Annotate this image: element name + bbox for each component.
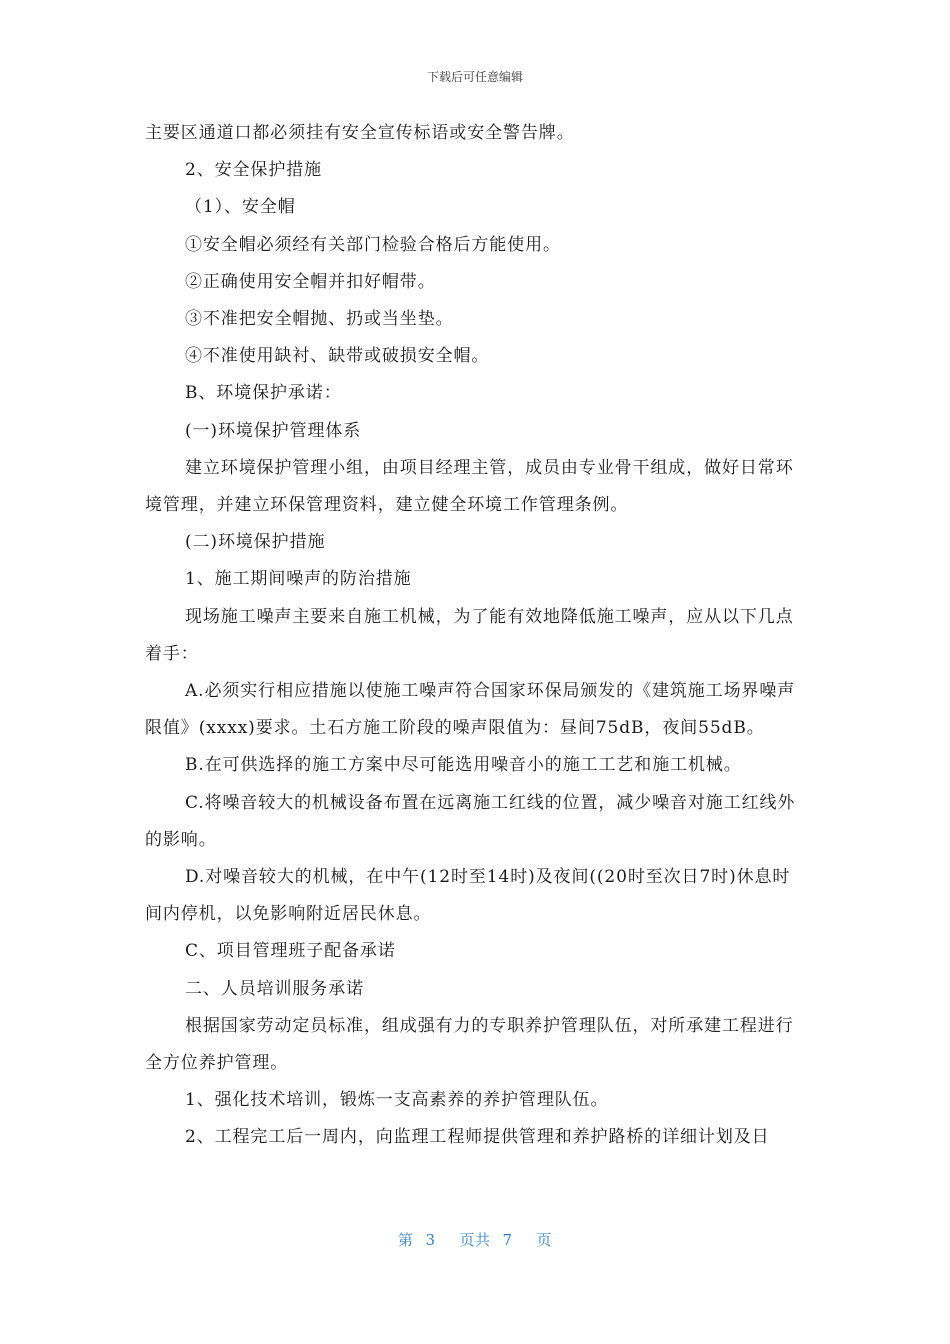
page-footer [0, 1229, 950, 1250]
paragraph: D.对噪音较大的机械，在中午(12时至14时)及夜间((20时至次日7时)休息时间内停机，以免影响附近居民休息。 [145, 867, 791, 925]
paragraph: （1）、安全帽 [185, 197, 296, 218]
footer-suffix: 页 [536, 1231, 553, 1249]
paragraph: 二、人员培训服务承诺 [185, 978, 364, 999]
total-page-count: 7 [502, 1231, 513, 1249]
paragraph: ③不准把安全帽抛、扔或当坐垫。 [185, 309, 454, 330]
paragraph: ④不准使用缺衬、缺带或破损安全帽。 [185, 346, 490, 367]
paragraph: A.必须实行相应措施以使施工噪声符合国家环保局颁发的《建筑施工场界噪声限值》(xxxx)要求。土石方施工阶段的噪声限值为：昼间75dB，夜间55dB。 [145, 681, 796, 739]
paragraph: 现场施工噪声主要来自施工机械，为了能有效地降低施工噪声，应从以下几点着手： [145, 606, 794, 664]
footer-middle: 页共 [459, 1231, 491, 1249]
document-body [145, 115, 805, 1157]
paragraph: C.将噪音较大的机械设备布置在远离施工红线的位置，减少噪音对施工红线外的影响。 [145, 792, 796, 850]
paragraph: 主要区通道口都必须挂有安全宣传标语或安全警告牌。 [145, 123, 575, 143]
paragraph: C、项目管理班子配备承诺 [185, 941, 396, 962]
page-header: 下载后可任意编辑 [426, 70, 523, 84]
paragraph: 1、施工期间噪声的防治措施 [185, 569, 412, 590]
paragraph: 2、工程完工后一周内，向监理工程师提供管理和养护路桥的详细计划及日 [185, 1127, 770, 1148]
paragraph: B、环境保护承诺： [185, 383, 342, 404]
paragraph: 1、强化技术培训，锻炼一支高素养的养护管理队伍。 [185, 1090, 609, 1111]
paragraph: 2、安全保护措施 [185, 160, 323, 181]
paragraph: ①安全帽必须经有关部门检验合格后方能使用。 [185, 234, 561, 255]
paragraph: (一)环境保护管理体系 [185, 420, 362, 441]
paragraph: ②正确使用安全帽并扣好帽带。 [185, 271, 436, 292]
paragraph: B.在可供选择的施工方案中尽可能选用噪音小的施工工艺和施工机械。 [185, 755, 742, 776]
paragraph: 根据国家劳动定员标准，组成强有力的专职养护管理队伍，对所承建工程进行全方位养护管理。 [145, 1015, 794, 1074]
paragraph: 建立环境保护管理小组，由项目经理主管，成员由专业骨干组成，做好日常环境管理，并建立环保管理资料，建立健全环境工作管理条例。 [145, 457, 794, 516]
paragraph: (二)环境保护措施 [185, 532, 326, 553]
current-page-number: 3 [425, 1231, 436, 1249]
footer-prefix: 第 [397, 1231, 414, 1249]
